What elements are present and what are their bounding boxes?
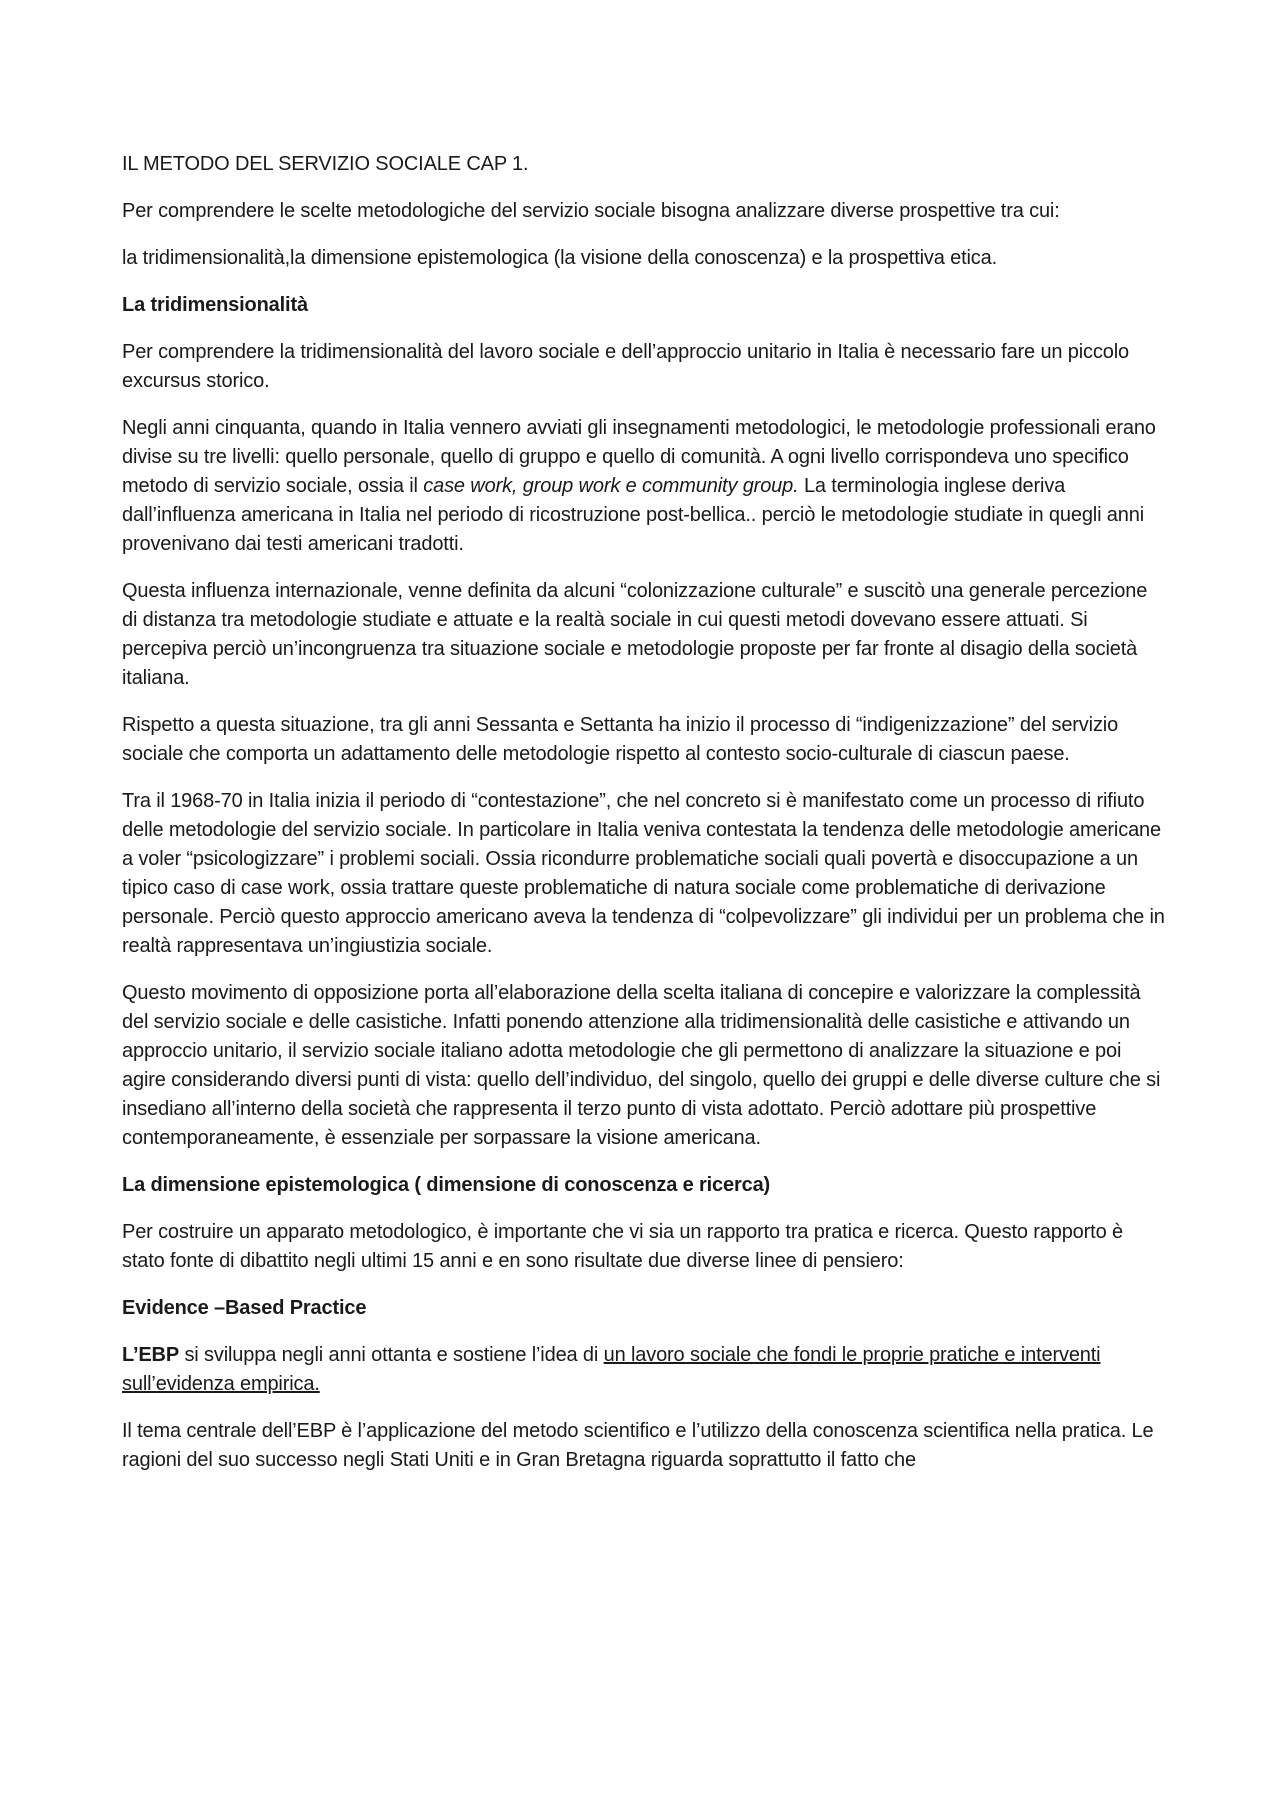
paragraph-anni-cinquanta-text-a: Negli anni cinquanta, quando in Italia vennero avviati gli insegnamenti metodologici, le metodologie professionali erano divise su tre livelli: quello personale, quello di gruppo e quello di comunità. A ogni livello corrispondeva uno specifico metodo di servizio sociale, ossia il	[122, 417, 1156, 497]
paragraph-ebp-underline: un lavoro sociale che fondi le proprie pratiche e interventi sull’evidenza empirica.	[122, 1344, 1101, 1395]
paragraph-excursus: Per comprendere la tridimensionalità del lavoro sociale e dell’approccio unitario in Italia è necessario fare un piccolo excursus storico.	[122, 341, 1130, 392]
document-body	[122, 150, 1166, 1493]
paragraph-pratica-ricerca: Per costruire un apparato metodologico, è importante che vi sia un rapporto tra pratica e ricerca. Questo rapporto è stato fonte di dibattito negli ultimi 15 anni e en sono risultate due diverse linee di pensiero:	[122, 1221, 1123, 1272]
paragraph-ebp-bold: L’EBP	[122, 1344, 180, 1366]
paragraph-colonizzazione: Questa influenza internazionale, venne definita da alcuni “colonizzazione culturale” e suscitò una generale percezione di distanza tra metodologie studiate e attuate e la realtà sociale in cui questi metodi dovevano essere attuati. Si percepiva perciò un’incongruenza tra situazione sociale e metodologie proposte per far fronte al disagio della società italiana.	[122, 580, 1148, 689]
paragraph-ebp-definition	[122, 1341, 1166, 1399]
paragraph-anni-cinquanta-italic: case work, group work e community group.	[423, 475, 799, 497]
paragraph-ebp-tema: Il tema centrale dell’EBP è l’applicazione del metodo scientifico e l’utilizzo della conoscenza scientifica nella pratica. Le ragioni del suo successo negli Stati Uniti e in Gran Bretagna riguarda soprattutto il fatto che	[122, 1420, 1154, 1471]
section-heading-epistemologica: La dimensione epistemologica ( dimensione di conoscenza e ricerca)	[122, 1174, 771, 1196]
paragraph-indigenizzazione: Rispetto a questa situazione, tra gli anni Sessanta e Settanta ha inizio il processo di “indigenizzazione” del servizio sociale che comporta un adattamento delle metodologie rispetto al contesto socio-culturale di ciascun paese.	[122, 714, 1119, 765]
paragraph-anni-cinquanta-text-b: La terminologia inglese deriva dall’influenza americana in Italia nel periodo di ricostruzione post-bellica.. perciò le metodologie studiate in quegli anni provenivano dai testi americani tradotti.	[122, 475, 1145, 555]
paragraph-contestazione: Tra il 1968-70 in Italia inizia il periodo di “contestazione”, che nel concreto si è manifestato come un processo di rifiuto delle metodologie del servizio sociale. In particolare in Italia veniva contestata la tendenza delle metodologie americane a voler “psicologizzare” i problemi sociali. Ossia ricondurre problematiche sociali quali povertà e disoccupazione a un tipico caso di case work, ossia trattare queste problematiche di natura sociale come problematiche di derivazione personale. Perciò questo approccio americano aveva la tendenza di “colpevolizzare” gli individui per un problema che in realtà rappresentava un’ingiustizia sociale.	[122, 790, 1165, 957]
section-heading-tridimensionalita: La tridimensionalità	[122, 294, 308, 316]
section-heading-ebp: Evidence –Based Practice	[122, 1297, 367, 1319]
paragraph-ebp-text: si sviluppa negli anni ottanta e sostiene l’idea di	[179, 1344, 604, 1366]
paragraph-opposizione: Questo movimento di opposizione porta all’elaborazione della scelta italiana di concepire e valorizzare la complessità del servizio sociale e delle casistiche. Infatti ponendo attenzione alla tridimensionalità delle casistiche e attivando un approccio unitario, il servizio sociale italiano adotta metodologie che gli permettono di analizzare la situazione e poi agire considerando diversi punti di vista: quello dell’individuo, del singolo, quello dei gruppi e delle diverse culture che si insediano all’interno della società che rappresenta il terzo punto di vista adottato. Perciò adottare più prospettive contemporaneamente, è essenziale per sorpassare la visione americana.	[122, 982, 1161, 1149]
paragraph-anni-cinquanta	[122, 414, 1166, 559]
intro-paragraph-2: la tridimensionalità,la dimensione epistemologica (la visione della conoscenza) e la prospettiva etica.	[122, 247, 998, 269]
intro-paragraph-1: Per comprendere le scelte metodologiche del servizio sociale bisogna analizzare diverse prospettive tra cui:	[122, 200, 1060, 222]
document-title: IL METODO DEL SERVIZIO SOCIALE CAP 1.	[122, 153, 529, 175]
